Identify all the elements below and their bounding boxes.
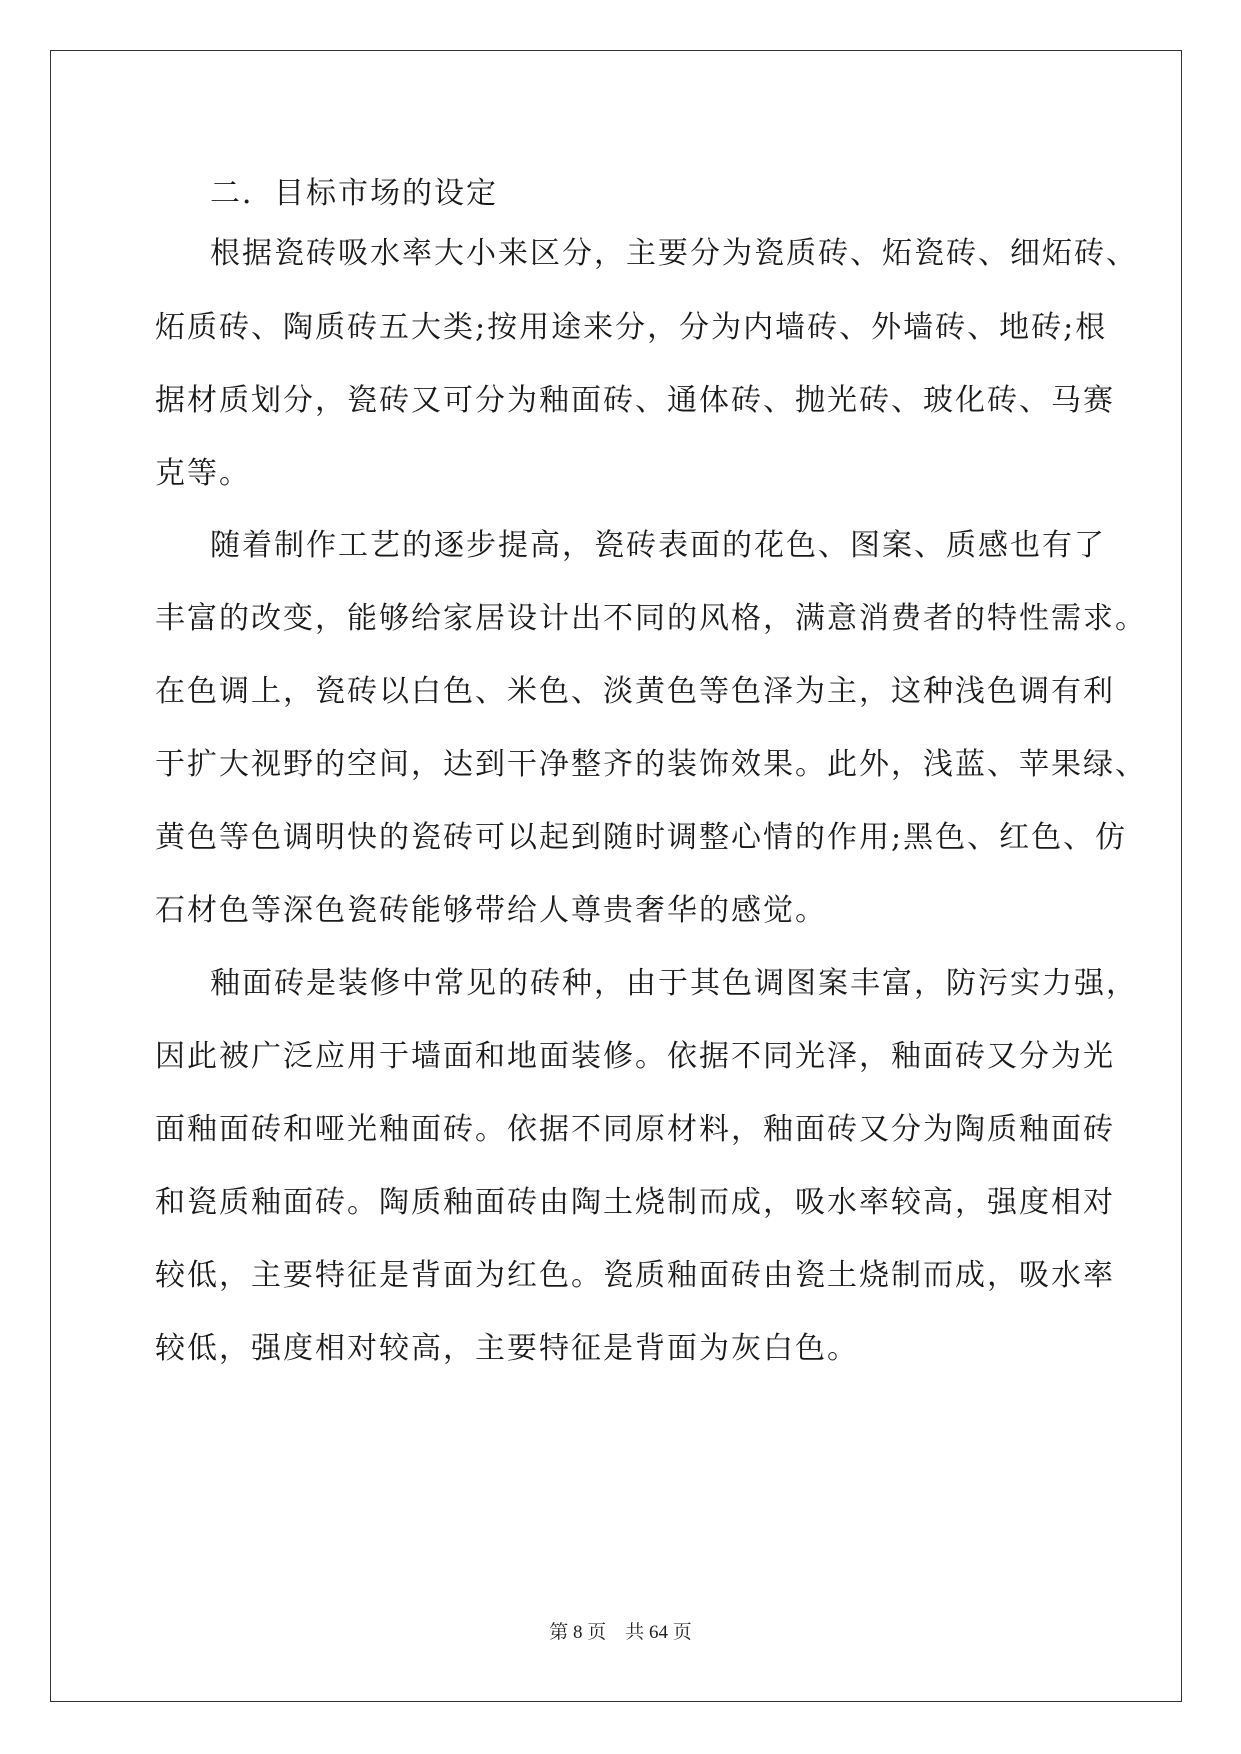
paragraph-3-line-3: 面釉面砖和哑光釉面砖。依据不同原材料，釉面砖又分为陶质釉面砖 [155, 1112, 1115, 1147]
paragraph-2-line-5: 黄色等色调明快的瓷砖可以起到随时调整心情的作用;黑色、红色、仿 [155, 820, 1128, 855]
section-heading: 二．目标市场的设定 [210, 176, 498, 211]
paragraph-3-line-2: 因此被广泛应用于墙面和地面装修。依据不同光泽，釉面砖又分为光 [155, 1039, 1115, 1074]
paragraph-2-line-6: 石材色等深色瓷砖能够带给人尊贵奢华的感觉。 [155, 893, 827, 928]
page-number-footer: 第 8 页 共 64 页 [549, 1622, 692, 1643]
page-border [50, 50, 1182, 1702]
paragraph-1-line-3: 据材质划分，瓷砖又可分为釉面砖、通体砖、抛光砖、玻化砖、马赛 [155, 383, 1115, 418]
paragraph-3-line-1: 釉面砖是装修中常见的砖种，由于其色调图案丰富，防污实力强， [210, 966, 1138, 1001]
paragraph-2-line-3: 在色调上，瓷砖以白色、米色、淡黄色等色泽为主，这种浅色调有利 [155, 674, 1115, 709]
paragraph-1-line-4: 克等。 [155, 456, 251, 491]
paragraph-1-line-2: 炻质砖、陶质砖五大类;按用途来分，分为内墙砖、外墙砖、地砖;根 [155, 310, 1108, 345]
paragraph-3-line-5: 较低，主要特征是背面为红色。瓷质釉面砖由瓷土烧制而成，吸水率 [155, 1258, 1115, 1293]
paragraph-2-line-1: 随着制作工艺的逐步提高，瓷砖表面的花色、图案、质感也有了 [210, 528, 1106, 563]
paragraph-2-line-4: 于扩大视野的空间，达到干净整齐的装饰效果。此外，浅蓝、苹果绿、 [155, 747, 1147, 782]
paragraph-2-line-2: 丰富的改变，能够给家居设计出不同的风格，满意消费者的特性需求。 [155, 601, 1147, 636]
paragraph-3-line-4: 和瓷质釉面砖。陶质釉面砖由陶土烧制而成，吸水率较高，强度相对 [155, 1185, 1115, 1220]
paragraph-3-line-6: 较低，强度相对较高，主要特征是背面为灰白色。 [155, 1331, 859, 1366]
paragraph-1-line-1: 根据瓷砖吸水率大小来区分，主要分为瓷质砖、炻瓷砖、细炻砖、 [210, 236, 1138, 271]
